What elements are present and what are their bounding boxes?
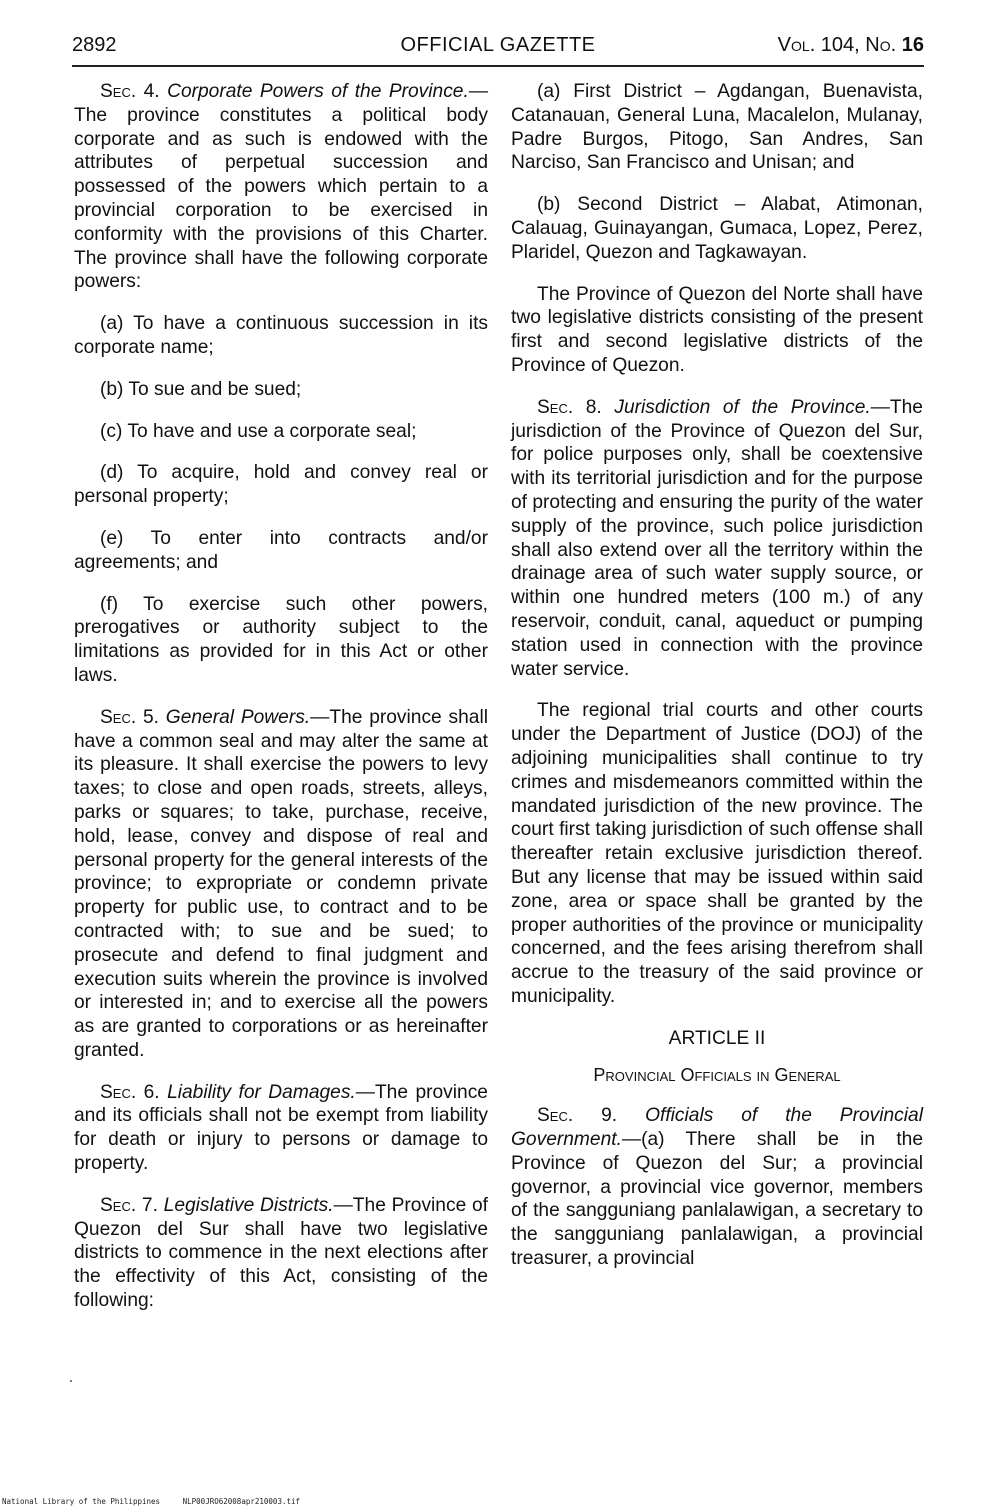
page-header [72, 34, 924, 62]
power-item: (b) To sue and be sued; [100, 378, 302, 400]
district-second: (b) Second District – Alabat, Atimonan, Calauag, Guinayangan, Gumaca, Lopez, Perez, Plaridel, Quezon and Tagkawayan. [511, 194, 923, 263]
section-label: Sec. 4. [100, 81, 160, 102]
section-body: —The province constitutes a political body corporate and as such is endowed with the attributes of perpetual succession and possessed of the powers which pertain to a provincial corporation to be exercised in conformity with the provisions of this Charter. The province shall have the following corporate powers: [74, 81, 488, 293]
publication-title: OFFICIAL GAZETTE [400, 34, 596, 56]
section-heading: General Powers. [165, 706, 311, 728]
section-body: —(a) There shall be in the Province of Quezon del Sur; a provincial governor, a provincial vice governor, members of the sangguniang panlalawigan, a secretary to the sangguniang panlalawigan, a provincial treasurer, a provincial [511, 1129, 923, 1270]
section-heading: Officials of the Provincial Government. [511, 1105, 923, 1151]
issue-number: 16 [901, 34, 924, 56]
power-item: (f) To exercise such other powers, prerogatives or authority subject to the limitations as provided for in this Act or other laws. [74, 593, 488, 686]
power-item: (d) To acquire, hold and convey real or personal property; [74, 462, 488, 508]
section-4 [74, 80, 488, 294]
volume-label: Vol. 104, No. [777, 34, 897, 56]
section-8 [511, 396, 923, 682]
section-label: Sec. 7. [100, 1194, 158, 1216]
section-7 [74, 1194, 488, 1313]
section-body: —The province shall have a common seal and may alter the same at its pleasure. It shall exercise the powers to levy taxes; to close and open roads, streets, alleys, parks or squares; to take, purchase, receive, hold, lease, convey and dispose of real and personal property for the general interests of the province; to expropriate or condemn private property for public use, to contract and to be contracted with; to sue and be sued; to prosecute and defend to final judgment and execution suits wherein the province is involved or interested in; and to exercise all the powers as are granted to corporations or as hereinafter granted. [74, 706, 488, 1061]
section-body: —The Province of Quezon del Sur shall have two legislative districts to commence in the next elections after the effectivity of this Act, consisting of the following: [74, 1194, 488, 1312]
courts-paragraph: The regional trial courts and other courts under the Department of Justice (DOJ) of the adjoining municipalities shall continue to try crimes and misdemeanors committed within the mandated jurisdiction of the new province. The court first taking jurisdiction of such offense shall thereafter retain exclusive jurisdiction thereof. But any license that may be issued within said zone, area or space shall be granted by the proper authorities of the province or municipality concerned, and the fees arising therefrom shall accrue to the treasury of the said province or municipality. [511, 700, 923, 1007]
norte-paragraph: The Province of Quezon del Norte shall have two legislative districts consisting of the present first and second legislative districts of the Province of Quezon. [511, 283, 923, 376]
article-title: ARTICLE II [668, 1027, 766, 1049]
scan-footer [2, 1497, 300, 1506]
section-heading: Legislative Districts. [163, 1194, 334, 1216]
header-rule [72, 65, 924, 67]
footer-file: NLP00JRO62008apr210003.tif [182, 1497, 301, 1506]
section-body: —The jurisdiction of the Province of Quezon del Sur, for police purposes only, shall be coextensive with its territorial jurisdiction and for the purpose of protecting and ensuring the purity of the water supply of the province, such police jurisdiction shall also extend over all the territory within the drainage area of such water supply source, or within one hundred meters (100 m.) of any reservoir, conduit, canal, aqueduct or pumping station used in connection with the province water service. [511, 396, 923, 680]
left-column [74, 80, 488, 1331]
section-label: Sec. 9. [537, 1105, 618, 1127]
section-heading: Corporate Powers of the Province. [167, 81, 469, 102]
volume-issue [778, 34, 924, 57]
section-label: Sec. 8. [537, 396, 602, 418]
power-item: (e) To enter into contracts and/or agreements; and [74, 527, 488, 573]
page-number: 2892 [72, 34, 117, 56]
section-heading: Jurisdiction of the Province. [614, 396, 871, 418]
district-first: (a) First District – Agdangan, Buenavista, Catanauan, General Luna, Macalelon, Mulanay, Padre Burgos, Pitogo, San Andres, San Narciso, San Francisco and Unisan; and [511, 81, 923, 174]
section-9 [511, 1104, 923, 1271]
section-heading: Liability for Damages. [167, 1081, 356, 1103]
power-item: (c) To have and use a corporate seal; [100, 420, 417, 442]
section-5 [74, 706, 488, 1063]
power-item: (a) To have a continuous succession in its corporate name; [74, 313, 488, 358]
article-subtitle: Provincial Officials in General [593, 1065, 841, 1086]
right-column [511, 80, 923, 1289]
section-label: Sec. 6. [100, 1081, 160, 1103]
scan-speck [70, 1380, 72, 1382]
section-body: —The province and its officials shall not be exempt from liability for death or injury to persons or damage to property. [74, 1081, 488, 1175]
section-label: Sec. 5. [100, 706, 159, 728]
footer-source: National Library of the Philippines [2, 1497, 161, 1506]
section-6 [74, 1081, 488, 1176]
